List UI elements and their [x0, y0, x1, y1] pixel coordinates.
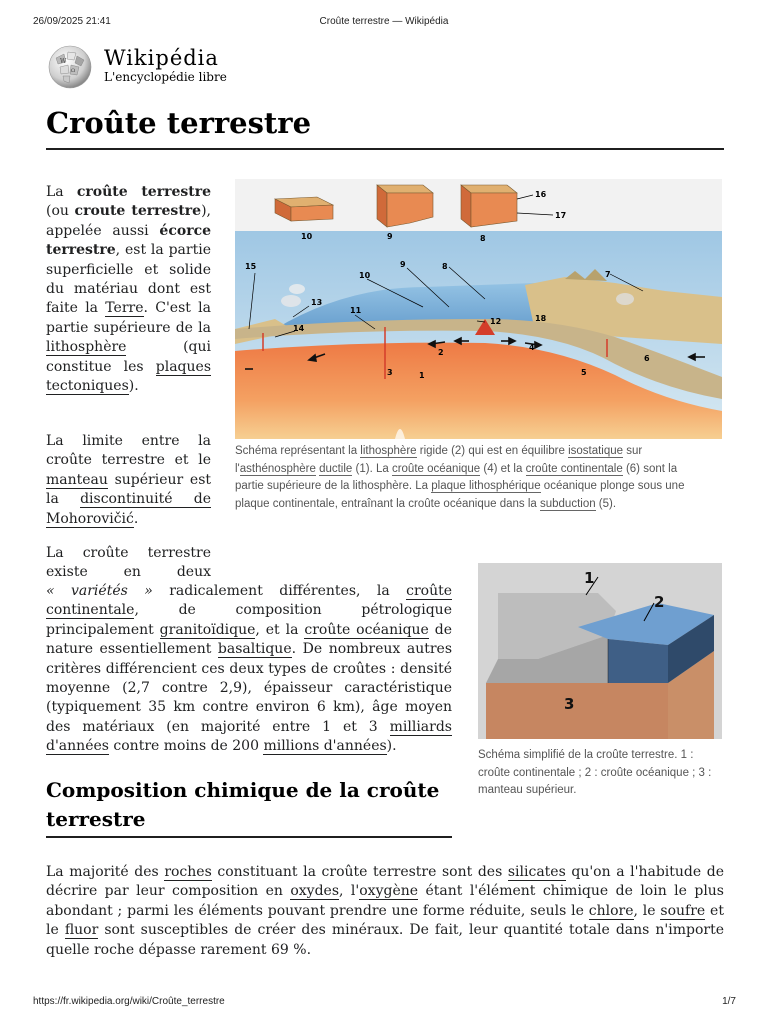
intro-paragraph	[46, 432, 211, 529]
text-run: , de composition pétrologique principalement	[46, 602, 452, 638]
print-footer	[0, 996, 768, 1010]
text-run: étant l'élément chimique de loin le plus abondant ; parmi les éléments pouvant prendre une forme réduite, seuls le	[46, 883, 724, 919]
text-run: . De nombreux autres critères différencient ces deux types de croûtes : densité moyenne (2,7 contre 2,9), épaisseur caractéristique (typiquement 35 km contre environ 6 km), âge moyen des matériaux (en majorité entre 1 et 3	[46, 641, 452, 735]
tectonics-diagram[interactable]	[235, 179, 722, 439]
diagram-label: 17	[555, 211, 567, 220]
wiki-link[interactable]: isostatique	[568, 445, 624, 457]
text-run: , l'	[339, 883, 360, 900]
wikipedia-logo[interactable]	[46, 42, 266, 90]
text-run: (ou	[46, 203, 75, 220]
diagram-label: 4	[529, 343, 535, 352]
text-run: (5).	[595, 497, 617, 510]
text-run: , est la partie superficielle et solide du matériau dont est faite la	[46, 242, 211, 317]
crust-figure	[478, 563, 722, 800]
wikipedia-wordmark: Wikipédia	[104, 46, 219, 70]
text-run: Schéma représentant la	[235, 445, 361, 457]
crust-label: 3	[564, 695, 575, 713]
wiki-link[interactable]: chlore	[588, 902, 634, 919]
wiki-link[interactable]: croûte continentale	[525, 462, 623, 475]
text-run: (qui constitue les	[46, 339, 211, 375]
text-run: qu'on a l'habitude de décrire par leur composition en	[46, 864, 724, 900]
wiki-link[interactable]: croûte océanique	[304, 621, 429, 638]
wiki-link[interactable]: oxydes	[290, 883, 340, 900]
wiki-link[interactable]: basaltique	[217, 641, 292, 658]
print-header	[0, 16, 768, 30]
wiki-link[interactable]: fluor	[64, 922, 99, 939]
wiki-link[interactable]: subduction	[539, 497, 596, 510]
text-run: ).	[128, 378, 139, 395]
intro-paragraph	[46, 544, 211, 583]
print-url: https://fr.wikipedia.org/wiki/Croûte_terrestre	[33, 996, 225, 1007]
text-run: océanique plonge sous une plaque continentale, entraînant la croûte océanique dans la	[235, 480, 685, 510]
svg-text:Ω: Ω	[71, 68, 76, 74]
wiki-link[interactable]: roches	[164, 864, 212, 880]
diagram-label: 5	[581, 368, 587, 377]
wiki-link[interactable]: croûte océanique	[391, 462, 481, 475]
wiki-link[interactable]: asthénosphère	[239, 462, 316, 475]
wiki-link[interactable]: manteau	[46, 471, 108, 488]
wiki-link[interactable]: ductile	[319, 462, 353, 475]
diagram-label: 10	[359, 271, 371, 280]
crust-diagram[interactable]	[478, 563, 722, 739]
text-run: , et la	[255, 621, 305, 638]
section-heading: Composition chimique de la croûte terrestre	[46, 778, 440, 831]
diagram-label: 1	[419, 371, 425, 380]
diagram-label: 16	[535, 190, 547, 199]
diagram-label: 8	[442, 262, 448, 271]
text-run: (6) sont la partie supérieure de la lithosphère. La	[235, 462, 678, 492]
text-run: sont susceptibles de créer des minéraux. De fait, leur quantité totale dans n'importe quelle roche dépasse rarement 69 %.	[46, 922, 725, 958]
wiki-link[interactable]: soufre	[660, 902, 706, 919]
wiki-link[interactable]: oxygène	[359, 883, 419, 900]
text-run: contre moins de 200	[108, 738, 264, 755]
text-run: constituant la croûte terrestre sont des	[211, 864, 508, 880]
intro-paragraph-continued	[46, 582, 452, 757]
text-run: rigide (2) qui est en équilibre	[416, 445, 569, 457]
text-run: La croûte terrestre existe en deux	[46, 545, 211, 581]
text-run: .	[133, 510, 139, 527]
diagram-label: 18	[535, 314, 547, 323]
wiki-link[interactable]: lithosphère	[360, 445, 417, 457]
wiki-link[interactable]: Terre	[105, 300, 144, 317]
wiki-link[interactable]: croûte continentale	[46, 583, 453, 619]
text-run: et le	[46, 902, 724, 939]
text-run: (4) et la	[480, 462, 526, 475]
wiki-link[interactable]: plaques tectoniques	[46, 358, 211, 395]
wikipedia-globe-icon	[46, 44, 94, 90]
diagram-label: 6	[644, 354, 650, 363]
wiki-link[interactable]: lithosphère	[46, 339, 127, 356]
text-run: . C'est la partie supérieure de la	[46, 300, 211, 336]
text-run: , le	[633, 902, 661, 919]
page-title: Croûte terrestre	[46, 106, 312, 140]
diagram-label: 13	[311, 298, 323, 307]
section-paragraph	[46, 863, 724, 960]
text-run: de nature essentiellement	[46, 621, 452, 658]
diagram-label: 3	[387, 368, 393, 377]
diagram-label: 8	[480, 234, 486, 243]
diagram-label: 12	[490, 317, 502, 326]
wiki-link[interactable]: millions d'années	[263, 738, 387, 755]
text-run: Schéma simplifié de la croûte terrestre. 1 : croûte continentale ; 2 : croûte océanique ; 3 : manteau supérieur.	[478, 749, 712, 796]
crust-label: 1	[584, 569, 595, 587]
diagram-label: 9	[387, 232, 393, 241]
text-run: supérieur est la	[46, 471, 211, 508]
intro-paragraph	[46, 183, 211, 396]
title-divider	[46, 148, 724, 150]
wiki-link[interactable]: granitoïdique	[159, 621, 256, 638]
figure-caption	[235, 443, 705, 513]
diagram-label: 15	[245, 262, 257, 271]
diagram-label: 14	[293, 324, 305, 333]
text-run: La	[46, 184, 77, 200]
text-run: sur l'	[235, 445, 643, 475]
text-run: ).	[386, 738, 397, 755]
diagram-label: 2	[438, 348, 444, 357]
bold-term: croute terrestre	[74, 203, 202, 220]
print-datetime: 26/09/2025 21:41	[33, 16, 111, 27]
tectonics-figure	[235, 179, 722, 513]
diagram-label: 7	[605, 270, 611, 279]
wikipedia-tagline: L'encyclopédie libre	[104, 70, 227, 84]
text-run: radicalement différentes, la	[152, 583, 407, 599]
text-run: La limite entre la croûte terrestre et le	[46, 433, 211, 469]
wiki-link[interactable]: plaque lithosphérique	[431, 480, 541, 492]
wiki-link[interactable]: silicates	[507, 864, 566, 880]
print-page-title: Croûte terrestre — Wikipédia	[319, 16, 449, 27]
svg-text:W: W	[60, 58, 67, 65]
diagram-label: 10	[301, 232, 313, 241]
diagram-label: 9	[400, 260, 406, 269]
figure-caption	[478, 747, 718, 800]
text-run: (1). La	[352, 462, 392, 475]
section-divider	[46, 836, 452, 838]
italic-text: « variétés »	[46, 583, 153, 599]
crust-label: 2	[654, 593, 665, 611]
text-run: ), appelée aussi	[46, 203, 211, 239]
diagram-label: 11	[350, 306, 362, 315]
bold-term: croûte terrestre	[76, 184, 211, 200]
wiki-link[interactable]: milliards d'années	[46, 718, 452, 755]
wiki-link[interactable]: discontinuité de Mohorovičić	[46, 491, 211, 527]
bold-term: écorce terrestre	[46, 222, 211, 259]
print-page-number: 1/7	[722, 996, 736, 1007]
text-run: La majorité des	[46, 864, 165, 880]
